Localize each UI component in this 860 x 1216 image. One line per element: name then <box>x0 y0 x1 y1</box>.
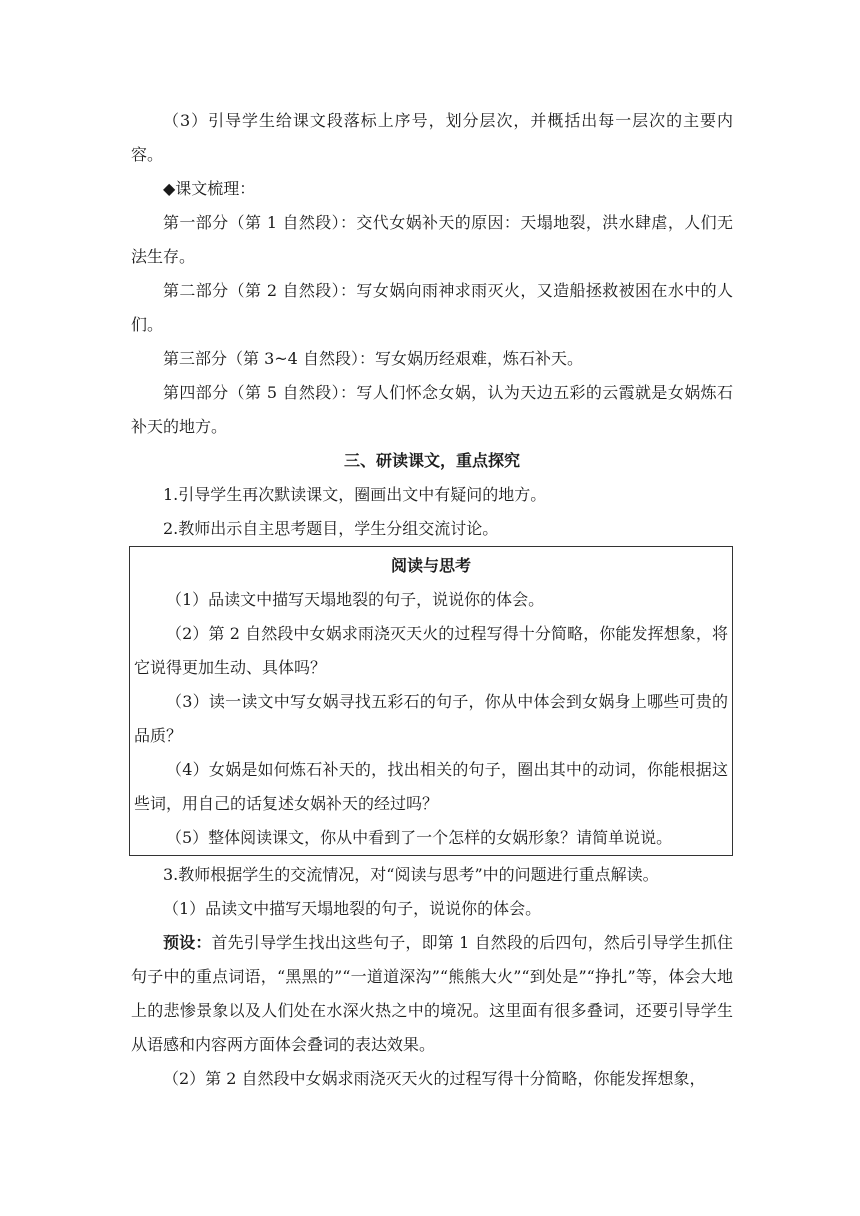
step-3-divide-layers: （3）引导学生给课文段落标上序号，划分层次，并概括出每一层次的主要内容。 <box>131 111 733 164</box>
part-four: 第四部分（第 5 自然段）：写人们怀念女娲，认为天边五彩的云霞就是女娲炼石补天的地方。 <box>131 383 733 436</box>
step-2: 2.教师出示自主思考题目，学生分组交流讨论。 <box>163 519 499 538</box>
box-item-4: （4）女娲是如何炼石补天的，找出相关的句子，圈出其中的动词，你能根据这些词，用自己的话复述女娲补天的经过吗？ <box>134 760 728 813</box>
step-3: 3.教师根据学生的交流情况，对“阅读与思考”中的问题进行重点解读。 <box>163 865 659 884</box>
document-body <box>131 104 733 1096</box>
text-outline-heading: ◆课文梳理： <box>163 179 256 198</box>
question-2: （2）第 2 自然段中女娲求雨浇灭天火的过程写得十分简略，你能发挥想象， <box>163 1069 706 1088</box>
preset-paragraph <box>131 926 733 1062</box>
question-1: （1）品读文中描写天塌地裂的句子，说说你的体会。 <box>163 899 542 918</box>
preset-text: 首先引导学生找出这些句子，即第 1 自然段的后四句，然后引导学生抓住句子中的重点词语，“黑黑的”“一道道深沟”“熊熊大火”“到处是”“挣扎”等，体会大地上的悲惨景象以及人们处在水深火热之中的境况。这里面有很多叠词，还要引导学生从语感和内容两方面体会叠词的表达效果。 <box>131 933 733 1054</box>
section-heading: 三、研读课文，重点探究 <box>343 451 520 470</box>
box-item-3: （3）读一读文中写女娲寻找五彩石的句子，你从中体会到女娲身上哪些可贵的品质？ <box>134 692 728 745</box>
part-one: 第一部分（第 1 自然段）：交代女娲补天的原因：天塌地裂，洪水肆虐，人们无法生存。 <box>131 213 733 266</box>
part-three: 第三部分（第 3~4 自然段）：写女娲历经艰难，炼石补天。 <box>163 349 583 368</box>
box-title: 阅读与思考 <box>390 556 471 575</box>
reading-thinking-box <box>129 546 733 856</box>
box-item-1: （1）品读文中描写天塌地裂的句子，说说你的体会。 <box>166 590 545 609</box>
box-item-2: （2）第 2 自然段中女娲求雨浇灭天火的过程写得十分简略，你能发挥想象，将它说得更加生动、具体吗？ <box>134 624 728 677</box>
part-two: 第二部分（第 2 自然段）：写女娲向雨神求雨灭火，又造船拯救被困在水中的人们。 <box>131 281 733 334</box>
preset-label: 预设： <box>163 933 212 952</box>
box-item-5: （5）整体阅读课文，你从中看到了一个怎样的女娲形象？请简单说说。 <box>166 828 673 847</box>
step-1: 1.引导学生再次默读课文，圈画出文中有疑问的地方。 <box>163 485 547 504</box>
